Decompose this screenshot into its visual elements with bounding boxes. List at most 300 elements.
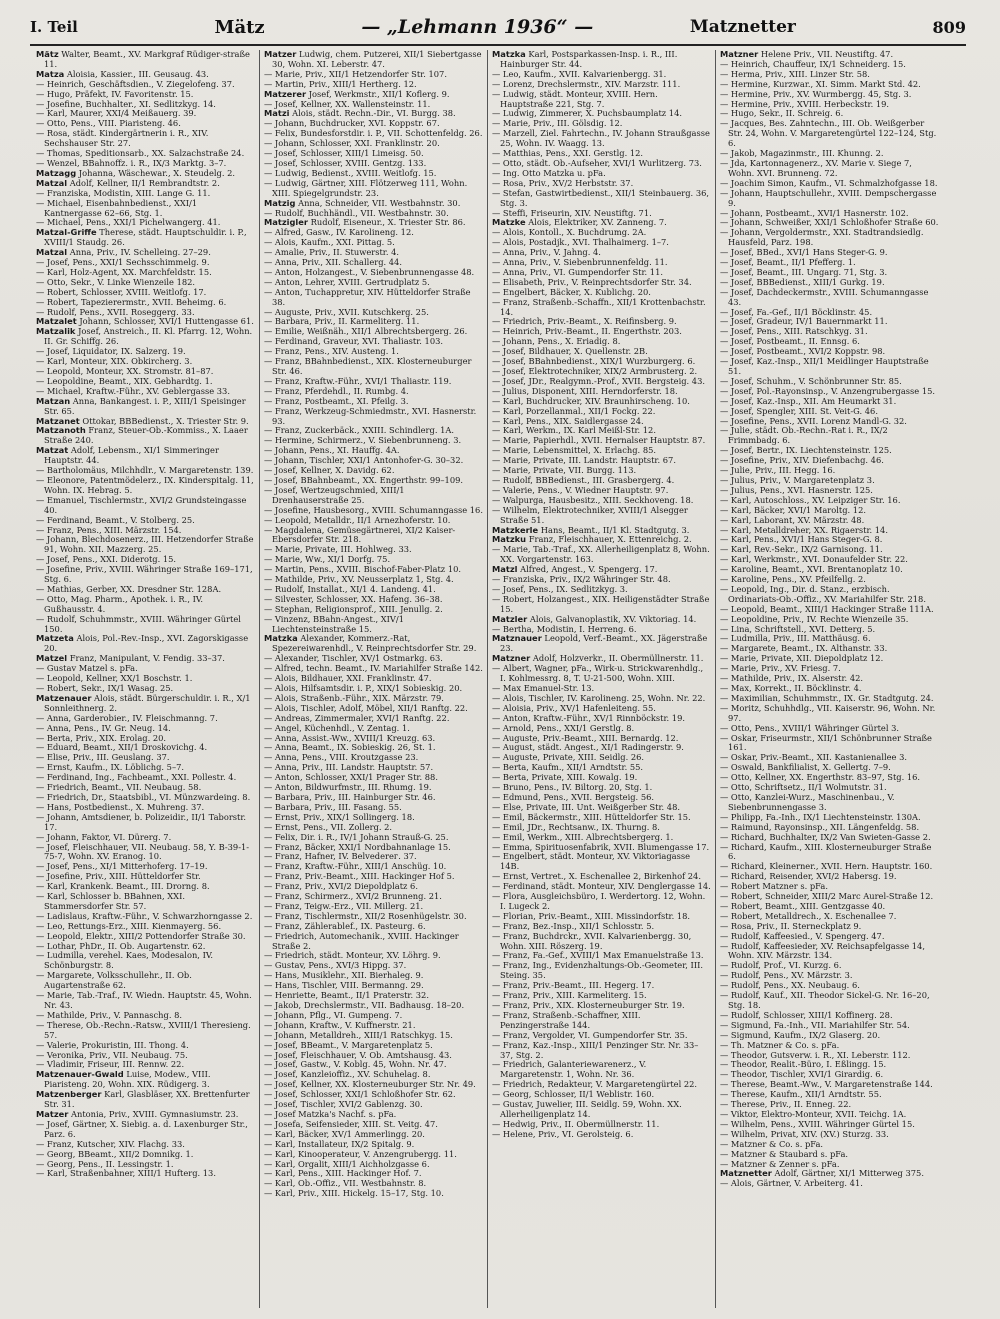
entry-text: — Julius, Pens., XVI. Hasnerstr. 125. — [720, 484, 873, 495]
entry-text: — Johann, Schweißer, XXI/1 Schloßhofer Straße 60. — [720, 217, 939, 228]
entry-text: — Josef, Schlosser, XIII/1 Limeisg. 50. — [264, 148, 424, 159]
entry-text: — Oskar, Priv.-Beamt., XII. Kastanienallee 3. — [720, 752, 908, 763]
entry-text: — Marie, Priv., XII/1 Hetzendorfer Str. 107. — [264, 68, 447, 79]
entry-text: — Karl, Pens., XVI/1 Hans Steger-G. 8. — [720, 534, 883, 545]
header-rule — [30, 44, 966, 46]
entry-text: Walter, Beamt., XV. Markgraf Rüdiger-straße 11. — [44, 50, 250, 69]
entry-text: — Otto, Sekr., V. Linke Wienzeile 182. — [36, 276, 196, 287]
directory-entry — [36, 634, 255, 654]
entry-text: — Anton, Tuchappretur, XIV. Hütteldorfer Straße 38. — [264, 286, 471, 307]
entry-text: — Franziska, Modistin, XIII. Lange G. 11. — [36, 187, 211, 198]
entry-surname: Matzi — [264, 108, 290, 119]
directory-entry — [264, 357, 483, 377]
entry-text: — Rosa, Priv., XV/2 Herbststr. 37. — [492, 177, 634, 188]
entry-text: — Engelbert, Bäcker, X. Kublichg. 20. — [492, 286, 651, 297]
entry-text: — Robert, Holzangest., XIX. Heiligenstädter Straße 15. — [492, 593, 710, 614]
entry-text: — Thomas, Speditionsarb., XX. Salzachstraße 24. — [36, 148, 245, 159]
directory-entry — [264, 1189, 483, 1199]
entry-text: — Franz, Straßenb.-Schaffn., XII/1 Krottenbachstr. 14. — [492, 296, 706, 317]
entry-text: — Anna, Priv., XII. Schallerg. 44. — [264, 257, 402, 268]
entry-text: — Anna, Pens., IV. Gr. Neug. 14. — [36, 722, 171, 733]
entry-surname: Matzer — [36, 1108, 69, 1119]
entry-text: — Franz, Buchdrckr., XVII. Kalvarienbergg. 30, Wohn. XIII. Röszerg. 19. — [492, 930, 692, 951]
entry-text: — Johann, Vergoldermstr., XXI. Stadtrandsiedlg. Hausfeld, Parz. 198. — [720, 227, 924, 248]
entry-text: — Marie, Private, III. Landstr. Hauptstr. 67. — [492, 455, 676, 466]
directory-entry — [492, 298, 711, 318]
entry-text: — Josefa, Seifensieder, XIII. St. Veitg. 47. — [264, 1118, 438, 1129]
entry-text: — Rudolf, Pens., XX. Neubaug. 6. — [720, 980, 860, 991]
directory-entry — [36, 129, 255, 149]
entry-text: — Josef, Kellner, XX. Klosterneuburger Str. Nr. 49. — [264, 1079, 476, 1090]
entry-text: — Heinrich, Priv.-Beamt., II. Engerthstr. 203. — [492, 326, 682, 337]
entry-text: — Wenzel, BBahnoffz. i. R., IX/3 Marktg. 3–7. — [36, 157, 227, 168]
entry-text: — Oswald, Bankfilialist, X. Gellertg. 7–9. — [720, 762, 891, 773]
entry-text: — Heinrich, Chauffeur, IX/1 Schneiderg. 15. — [720, 58, 906, 69]
entry-text: — Herma, Priv., XIII. Linzer Str. 58. — [720, 68, 870, 79]
directory-entry — [720, 1179, 940, 1189]
directory-entry — [36, 813, 255, 833]
entry-surname: Matzan — [36, 395, 71, 406]
directory-entry — [36, 595, 255, 615]
entry-text: — Otto, Pens., XVIII/1 Währinger Gürtel 3. — [720, 722, 900, 733]
entry-text: — Karl, Schlosser b. BBahnen, XXI. Stammersdorfer Str. 57. — [36, 891, 185, 911]
entry-text: Alexander, Kommerz.-Rat, Spezereiwarenhdl., V. Reinprechtsdorfer Str. 29. — [272, 633, 477, 654]
entry-text: — Hans, Postbedienst., X. Muhreng. 37. — [36, 801, 205, 812]
entry-surname: Matzer — [264, 50, 297, 59]
entry-text: — Josef, BBBedienst., XIII/1 Gurkg. 19. — [720, 276, 885, 287]
entry-text: — Franz, Bez.-Insp., XII/1 Schlosstr. 5. — [492, 920, 655, 931]
entry-text: Rudolf, Eiseneur., X. Triester Str. 86. — [308, 217, 466, 228]
entry-text: — Josefine, Priv., XVIII. Währinger Straße 169–171, Stg. 6. — [36, 564, 253, 585]
entry-text: — Rosa, städt. Kindergärtnerin i. R., XIV. Sechshauser Str. 27. — [36, 128, 209, 149]
entry-text: Franz, Steuer-Ob.-Kommiss., X. Laaer Straße 240. — [44, 425, 248, 446]
page-header — [30, 14, 966, 40]
entry-text: — Johann, Postbeamt., XVI/1 Hasnerstr. 102. — [720, 207, 909, 218]
directory-entry — [720, 189, 940, 209]
entry-text: — Alois, Tischler, Adolf, Möbel, XII/1 Ranftg. 22. — [264, 702, 468, 713]
entry-text: — Steffi, Friseurin, XIV. Neustiftg. 71. — [492, 207, 652, 218]
entry-text: — Marie, Tab.-Traf., XX. Allerheiligenplatz 8, Wohn. XX. Vorgartenstr. 163. — [492, 544, 710, 565]
entry-text: Anna, Priv., IV. Schelleing. 27–29. — [67, 247, 211, 258]
entry-surname: Matzalet — [36, 316, 77, 327]
entry-text: — Josef, BBeamt., V. Margaretenplatz 5. — [264, 1039, 433, 1050]
entry-text: — Johann, Kraftw., V. Kuffnerstr. 21. — [264, 1019, 416, 1030]
entry-text: — Valerie, Prokuristin, III. Thong. 4. — [36, 1039, 189, 1050]
directory-entry — [36, 446, 255, 466]
entry-surname: Matza — [36, 68, 65, 79]
entry-text: — Karl, Monteur, XIX. Obkircherg. 3. — [36, 356, 193, 367]
entry-text: — Marie, Lebensmittel, X. Erlachg. 85. — [492, 445, 657, 456]
entry-text: — Leo, Rettungs-Erz., XIII. Kienmayerg. 56. — [36, 920, 222, 931]
entry-text: Franz, Manipulant, V. Fendig. 33–37. — [67, 653, 225, 664]
entry-text: — Karl, Priv., XIII. Hickelg. 15–17, Stg. 10. — [264, 1188, 444, 1199]
directory-entry — [36, 892, 255, 912]
directory-entry — [720, 119, 940, 149]
entry-text: — Otto, Kellner, XX. Engerthstr. 83–97, Stg. 16. — [720, 772, 921, 783]
entry-text: Adolf, Holzverkr., II. Obermüllnerstr. 11. — [530, 653, 704, 664]
directory-entry — [492, 595, 711, 615]
directory-entry — [492, 961, 711, 981]
entry-text: — Josef, JDr., Realgymn.-Prof., XVII. Bergsteig. 43. — [492, 375, 706, 386]
entry-text: — Josef, Gradeur, IV/1 Bauernmarkt 11. — [720, 316, 888, 327]
entry-text: Adolf, Gärtner, XI/1 Mitterweg 375. — [771, 1168, 924, 1179]
entry-text: Alois, Elektriker, XV. Zanneng. 7. — [525, 217, 667, 228]
directory-entry — [36, 951, 255, 971]
entry-text: — Mathilde, Priv., V. Pannaschg. 8. — [36, 1009, 183, 1020]
entry-text: — Max, Korrekt., II. Böcklinstr. 4. — [720, 683, 862, 693]
entry-text: — Franz, Vergolder, VI. Gumpendorfer Str. 35. — [492, 1029, 688, 1040]
directory-entry — [264, 526, 483, 546]
entry-text: — Leopold, Metalldr., II/1 Arnezhoferstr. 10. — [264, 514, 451, 525]
directory-entry — [36, 991, 255, 1011]
entry-text: — Alois, Gärtner, V. Arbeiterg. 41. — [720, 1178, 863, 1189]
entry-surname: Matznauer — [492, 633, 542, 644]
entry-text: — Robert, Sekr., IX/1 Wasag. 25. — [36, 683, 174, 693]
entry-text: — Richard, Kleinerner., XVII. Hern. Hauptstr. 160. — [720, 861, 933, 872]
directory-entry — [720, 942, 940, 962]
entry-text: — Josefine, Hausbesorg., XVIII. Schumanngasse 16. — [264, 504, 483, 515]
entry-text: — Mathilde, Priv., IX. Alserstr. 42. — [720, 673, 864, 684]
entry-text: — Rudolf, Pens., XV. Märzstr. 3. — [720, 970, 853, 981]
entry-text: — Emil, Bäckermstr., XIII. Hütteldorfer Str. 15. — [492, 811, 691, 822]
entry-text: Therese, städt. Hauptschuldir. i. P., XVIII/1 Staudg. 26. — [44, 227, 247, 248]
entry-text: — Hermine, Priv., XV. Wurmbergg. 45, Stg. 3. — [720, 88, 912, 99]
entry-text: — Therese, Priv., II. Enneg. 22. — [720, 1099, 852, 1110]
entry-text: — Alois, Kaufm., XXI. Pittag. 5. — [264, 237, 395, 248]
directory-entry — [36, 476, 255, 496]
entry-text: — Robert, Metalldrech., X. Eschenallee 7. — [720, 910, 897, 921]
entry-text: — Johann, Amtsdiener, b. Polizeidir., II/1 Taborstr. 17. — [36, 811, 247, 832]
entry-text: — Theodor, Realit.-Büro, I. Eßlingg. 15. — [720, 1059, 887, 1070]
directory-entry — [36, 971, 255, 991]
directory-entry — [264, 932, 483, 952]
entry-text: — Karl, Holz-Agent, XX. Marchfeldstr. 15. — [36, 266, 212, 277]
entry-text: — Otto, Mag. Pharm., Apothek. i. R., IV. Gußhausstr. 4. — [36, 593, 204, 614]
entry-text: — Oskar, Friseurmstr., XII/1 Schönbrunner Straße 161. — [720, 732, 932, 753]
directory-entry — [720, 228, 940, 248]
entry-text: — Franz, Kaz.-Insp., XIII/1 Penzinger Str. Nr. 33–37, Stg. 2. — [492, 1039, 699, 1060]
entry-text: — Josef, Kaz.-Insp., XII. Am Heumarkt 31. — [720, 395, 897, 406]
entry-text: — Alois, Postadjk., XVI. Thalhaimerg. 1–7. — [492, 237, 669, 248]
entry-text: — Franz, Pens., XIV. Austeng. 1. — [264, 346, 399, 357]
entry-text: — Georg, Pens., II. Lessingstr. 1. — [36, 1158, 174, 1169]
column-3 — [488, 50, 716, 1308]
entry-text: — Ladislaus, Kraftw.-Führ., V. Schwarzhorngasse 2. — [36, 910, 253, 921]
entry-text: — Valerie, Pens., V. Wiedner Hauptstr. 97. — [492, 484, 669, 495]
entry-text: — Leopold, Kellner, XX/1 Boschstr. 1. — [36, 673, 193, 684]
entry-surname: Matzenauer-Gwald — [36, 1069, 124, 1080]
page-number: 809 — [932, 17, 966, 37]
entry-text: — Karl, Installateur, IX/2 Spitalg. 9. — [264, 1138, 415, 1149]
entry-text: — Hugo, Sekr., II. Schreig. 6. — [720, 108, 844, 119]
entry-text: — Karl, Pens., XIX. Saidlergasse 24. — [492, 415, 644, 426]
entry-text: — Johann, Pflg., VI. Gumpeng. 7. — [264, 1009, 403, 1020]
entry-surname: Matzagg — [36, 167, 77, 178]
column-1 — [32, 50, 260, 1308]
entry-text: — Alois, Bildhauer, XXI. Franklinstr. 47. — [264, 673, 432, 684]
entry-text: — Engelbert, städt. Monteur, XV. Viktoriagasse 14B. — [492, 851, 691, 872]
entry-text: — Leo, Kaufm., XVII. Kalvarienbergg. 31. — [492, 68, 667, 79]
entry-text: — Helene, Priv., VI. Gerolsteig. 6. — [492, 1128, 634, 1139]
entry-text: — Elise, Priv., III. Geuslang. 37. — [36, 752, 170, 763]
entry-text: Ludwig, chem. Putzerei, XII/1 Siebertgasse 30, Wohn. XI. Leberstr. 47. — [272, 50, 482, 69]
entry-surname: Matzal — [36, 177, 68, 188]
entry-text: — Michael, Eisenbahnbedienst., XXI/1 Kantnergasse 62–66, Stg. 1. — [36, 197, 198, 218]
entry-text: — Barbara, Priv., III. Fasang. 55. — [264, 801, 402, 812]
entry-text: — Karl, Porzellanmal., XII/1 Fockg. 22. — [492, 405, 656, 416]
entry-text: Alois, Galvanoplastik, XV. Viktoriag. 14. — [527, 613, 697, 624]
directory-entry — [720, 357, 940, 377]
entry-text: — Friedrich, städt. Monteur, XV. Löhrg. 9. — [264, 950, 441, 961]
directory-entry — [36, 50, 255, 70]
entry-text: — Auguste, Priv.-Beamt., XIII. Bernardg. 12. — [492, 732, 679, 743]
entry-text: — Vladimir, Friseur, III. Rennw. 22. — [36, 1059, 185, 1070]
entry-text: — Franz, Kraftw.-Führ., XVI/1 Thaliastr. 119. — [264, 375, 452, 386]
entry-text: — Leopoldine, Beamt., XIX. Gebhardtg. 1. — [36, 375, 213, 386]
entry-text: — Karl, Rev.-Sekr., IX/2 Garnisong. 11. — [720, 544, 883, 555]
entry-text: — Jakob, Magazinmstr., III. Khunng. 2. — [720, 148, 884, 159]
entry-text: — Anna, Priv., III. Landstr. Hauptstr. 57. — [264, 762, 434, 773]
entry-surname: Matzner — [720, 50, 759, 59]
entry-surname: Matzeta — [36, 633, 74, 644]
entry-text: — Josef, Pens., XI/1 Mitterhoferg. 17–19. — [36, 861, 208, 872]
entry-text: — Hermine, Priv., XVIII. Herbeckstr. 19. — [720, 98, 890, 109]
entry-text: — Rudolf, Kaffeesied., V. Spengerg. 47. — [720, 930, 885, 941]
entry-text: — Leopold, Beamt., XIII/1 Hackinger Straße 111A. — [720, 603, 934, 614]
entry-text: — Anna, Priv., V. Jahng. 4. — [492, 247, 601, 258]
entry-text: — Stephan, Religionsprof., XIII. Jenullg. 2. — [264, 603, 443, 614]
entry-text: — Karl, Orgalit, XIII/1 Aichholzgasse 6. — [264, 1158, 430, 1169]
entry-surname: Matzenauer — [36, 692, 92, 703]
entry-text: — Maximilian, Schuhmmstr., IX. Gr. Stadtgutg. 24. — [720, 692, 934, 703]
entry-text: — Anna, Assist.-Ww., XVIII/1 Kreuzg. 63. — [264, 732, 436, 743]
entry-text: — Marie, Private, III. Hohlweg. 33. — [264, 544, 412, 555]
entry-text: — Bruno, Pens., IV. Biltorg. 20, Stg. 1. — [492, 782, 653, 793]
directory-entry — [492, 664, 711, 684]
entry-text: — Mathias, Gerber, XX. Dresdner Str. 128A. — [36, 583, 222, 594]
entry-text: — Rudolf, Pens., XVII. Roseggerg. 33. — [36, 306, 195, 317]
directory-entry — [36, 397, 255, 417]
directory-entry — [492, 129, 711, 149]
entry-text: — Josefine, Priv., XIII. Hütteldorfer Str. — [36, 871, 201, 882]
directory-entry — [720, 991, 940, 1011]
entry-text: — Josefine, Pens., XVII. Lorenz Mandl-G. 32. — [720, 415, 907, 426]
entry-surname: Matzig — [264, 197, 296, 208]
entry-surname: Matzka — [492, 50, 526, 59]
directory-entry — [720, 159, 940, 179]
entry-text: — Ferdinand, Graveur, XVI. Thaliastr. 103. — [264, 336, 444, 347]
entry-text: — Johann, Blechdosenerz., III. Hetzendorfer Straße 91, Wohn. XII. Mazzerg. 25. — [36, 534, 254, 555]
entry-text: Adolf, Lebensm., XI/1 Simmeringer Hauptstr. 44. — [44, 445, 219, 466]
entry-text: — Josef, Spengler, XIII. St. Veit-G. 46. — [720, 405, 878, 416]
entry-text: — Friedrich, Galanteriewarenerz., V. Margaretenstr. 1, Wohn. Nr. 36. — [492, 1059, 647, 1080]
entry-text: — Franz, Pferdehdl., II. Rumbg. 4. — [264, 385, 409, 396]
entry-surname: Matzenberger — [36, 1089, 102, 1100]
entry-text: — Anton, Kraftw.-Führ., XV/1 Rinnböckstr. 19. — [492, 712, 685, 723]
directory-entry — [492, 932, 711, 952]
entry-text: — Vinzenz, BBahn-Angest., XIV/1 Liechtensteinstraße 15. — [264, 613, 404, 634]
entry-text: — Alois, Kontoll., X. Buchdrumg. 2A. — [492, 227, 647, 238]
entry-text: — Matthias, Pens., XXI. Gerstlg. 12. — [492, 148, 644, 159]
entry-columns — [32, 50, 968, 1308]
entry-text: — Ernst, Vertret., X. Eschenallee 2, Birkenhof 24. — [492, 871, 701, 882]
directory-entry — [36, 199, 255, 219]
entry-text: — Matzner & Co. s. pFa. — [720, 1138, 824, 1149]
entry-surname: Matzal-Griffe — [36, 227, 97, 238]
directory-entry — [720, 843, 940, 863]
entry-text: — Marie, Private, XII. Diepoldplatz 12. — [720, 653, 884, 664]
entry-text: Johann, Schlosser, XVI/1 Huttengasse 61. — [76, 316, 254, 327]
entry-text: — Franz, Kutscher, XIV. Flachg. 33. — [36, 1138, 185, 1149]
entry-text: — Bartholomäus, Milchhdlr., V. Margaretenstr. 139. — [36, 465, 254, 476]
entry-text: — Josef, Kanzleioffiz., XV. Schuhelag. 8. — [264, 1069, 431, 1080]
directory-entry — [720, 793, 940, 813]
entry-text: — Therese, Beamt.-Ww., V. Margaretenstraße 144. — [720, 1079, 933, 1090]
directory-entry — [36, 565, 255, 585]
entry-text: — Moritz, Schuhhdlg., VII. Kaiserstr. 96, Wohn. Nr. 97. — [720, 702, 936, 723]
directory-entry — [36, 1120, 255, 1140]
entry-text: — Franz, Kraftw.-Führ., XIII/1 Anschüg. 10. — [264, 861, 447, 872]
entry-text: — Joachim Simon, Kaufm., VI. Schmalzhofgasse 18. — [720, 177, 938, 188]
entry-text: — Johann, Pens., XI. Hauffg. 4A. — [264, 445, 400, 456]
entry-text: — Ernst, Kaufm., IX. Löblichg. 5–7. — [36, 762, 185, 773]
entry-surname: Matzerer — [264, 88, 307, 99]
entry-text: Alois, Pol.-Rev.-Insp., XVI. Zagorskigasse 20. — [44, 633, 249, 654]
entry-text: — Ludwig, Zimmerer, X. Puchsbaumplatz 14. — [492, 108, 682, 119]
entry-surname: Matzka — [264, 633, 298, 644]
entry-text: — Silvester, Schlosser, XX. Hafeng. 36–38. — [264, 593, 443, 604]
entry-text: — Richard, Buchhalter, IX/2 Van Swieten-Gasse 2. — [720, 831, 931, 842]
entry-text: — Josef, Pens., XXI/1 Sechsschimmelg. 9. — [36, 257, 210, 268]
directory-entry — [36, 694, 255, 714]
entry-text: — Gustav, Pens., XVI/3 Hippg. 37. — [264, 960, 407, 971]
entry-text: — Marie, Priv., XV. Friesg. 7. — [720, 663, 841, 674]
entry-text: — Flora, Ausgleichsbüro, I. Werdertorg. 12, Wohn. I. Lugeck 2. — [492, 891, 706, 911]
entry-text: — Karl, Buchdrucker, XIV. Braunhirschеng. 10. — [492, 395, 690, 406]
directory-entry — [492, 1130, 711, 1140]
entry-text: — Wilhelm, Pens., XVIII. Währinger Gürtel 15. — [720, 1118, 915, 1129]
entry-text: — Hedwig, Priv., II. Obermüllnerstr. 11. — [492, 1118, 660, 1129]
entry-text: — Josef, BBahnbedienst., XIX/1 Wurzburgerg. 6. — [492, 356, 696, 367]
entry-text: — Eleonore, Patentmödelerz., IX. Kinderspitalg. 11, Wohn. IX. Hebrag. 5. — [36, 474, 254, 495]
directory-entry — [36, 1090, 255, 1110]
entry-text: — Josef, Schuhm., V. Schönbrunner Str. 85. — [720, 375, 902, 386]
entry-surname: Matzigler — [264, 217, 308, 228]
entry-text: — Karl, Ob.-Offiz., VII. Westbahnstr. 8. — [264, 1178, 427, 1189]
entry-text: — Robert, Tapezierermstr., XVII. Beheimg. 6. — [36, 296, 227, 307]
entry-text: — Julius, Priv., V. Margaretenplatz 3. — [720, 474, 875, 485]
entry-text: — Margarete, Volksschullehr., II. Ob. Augartenstraße 62. — [36, 970, 192, 991]
entry-text: — Gustav Matzel s. pFa. — [36, 663, 138, 674]
entry-text: — Marie, Private, VII. Burgg. 113. — [492, 465, 637, 476]
entry-text: — Josef, Bildhauer, X. Quellenstr. 2B. — [492, 346, 648, 357]
entry-text: — Gustav, Juwelier, III. Seidlg. 59, Wohn. XX. Allerheiligenplatz 14. — [492, 1099, 682, 1119]
entry-text: — Jakob, Drechslermstr., VII. Badhausg. 18–20. — [264, 1000, 465, 1010]
entry-text: — Bertha, Modistin, I. Herreng. 6. — [492, 623, 637, 634]
entry-text: — Julie, städt. Ob.-Rechn.-Rat i. R., IX/2 Frimmbadg. 6. — [720, 425, 888, 446]
entry-text: — Philipp, Fa.-Inh., IX/1 Liechtensteinstr. 130A. — [720, 811, 921, 822]
entry-text: — Johann, Pens., X. Eriadig. 8. — [492, 336, 621, 347]
entry-text: — Ludwig, Bedienst., XVIII. Weitlofg. 15. — [264, 167, 437, 178]
entry-text: — Anna, Priv., VI. Gumpendorfer Str. 11. — [492, 266, 663, 277]
directory-entry — [36, 535, 255, 555]
entry-surname: Matzalik — [36, 326, 76, 337]
entry-text: — Otto, städt. Ob.-Aufseher, XVI/1 Wurlitzerg. 73. — [492, 157, 702, 168]
entry-text: — Friedrich, Dr., Staatsbibl., VI. Münzwardeing. 8. — [36, 791, 251, 802]
entry-text: — Franz, Schirmerz., XVI/2 Brunneng. 21. — [264, 891, 442, 902]
entry-text: — Friedrich, Priv.-Beamt., X. Reifinsberg. 9. — [492, 316, 677, 327]
entry-text: Alois, städt. Bürgerschuldir. i. R., X/1 Sonnleithnerg. 2. — [44, 692, 251, 713]
entry-text: — Otto, Kanzlei-Wurz., Maschinenbau., V. Siebenbrunnengasse 3. — [720, 791, 895, 812]
entry-text: — Johann, Faktor, VI. Dürerg. 7. — [36, 831, 172, 842]
directory-entry — [264, 50, 483, 70]
entry-text: — Otto, Pens., VIII. Piaristeng. 46. — [36, 118, 181, 129]
entry-text: Karl, Postsparkassen-Insp. i. R., III. Hainburger Str. 44. — [500, 50, 678, 69]
entry-text: — Robert, Schlosser, XVIII. Weitlofg. 17. — [36, 286, 207, 297]
entry-text: — Richard, Kaufm., XIII. Klosterneuburger Straße 6. — [720, 841, 932, 862]
entry-text: — Josef, Dachdeckermstr., XVIII. Schumanngasse 43. — [720, 286, 929, 307]
directory-entry — [492, 506, 711, 526]
entry-surname: Matzel — [36, 653, 68, 664]
directory-entry — [492, 90, 711, 110]
entry-text: Anna, Bankangest. i. P., XIII/1 Speisinger Str. 65. — [44, 395, 246, 416]
entry-text: — Stefan, Gastwirtbedienst., XII/1 Steinbauerg. 36, Stg. 3. — [492, 187, 710, 208]
entry-text: — Hans, Tischler, VIII. Bermanng. 29. — [264, 980, 424, 991]
entry-surname: Mätz — [36, 50, 59, 59]
directory-entry — [36, 1021, 255, 1041]
entry-text: — Therese, Ob.-Rechn.-Ratsw., XVIII/1 Theresieng. 57. — [36, 1019, 251, 1040]
entry-text: — Anna, Priv., V. Siebenbrunnenfeldg. 11. — [492, 257, 668, 268]
entry-text: — Karl, Werkm., IX. Karl Meißl-Str. 12. — [492, 425, 656, 436]
section-label: I. Teil — [30, 18, 78, 36]
entry-text: — Leopold, Monteur, XX. Stromstr. 81–87. — [36, 366, 214, 376]
column-2 — [260, 50, 488, 1308]
directory-entry — [720, 704, 940, 724]
entry-text: — Josef, Schlosser, XVIII. Gentzg. 133. — [264, 157, 427, 168]
column-4 — [716, 50, 944, 1308]
directory-entry — [492, 545, 711, 565]
entry-text: — Franz, Ing., Evidenzhaltungs-Ob.-Geometer, III. Steing. 35. — [492, 960, 704, 981]
entry-text: — Julie, Priv., III. Hegg. 16. — [720, 465, 836, 476]
entry-text: — Theodor, Gutsverw. i. R., XI. Leberstr. 112. — [720, 1049, 911, 1060]
entry-text: — Franz, Fa.-Gef., XVIII/1 Max Emanuelstraße 13. — [492, 950, 704, 961]
entry-text: — Emma, Spirituosenfabrik, XVII. Blumengasse 17. — [492, 841, 710, 852]
entry-text: — Max Emanuel-Str. 13. — [492, 683, 595, 693]
entry-text: Aloisia, Kassier., III. Geusaug. 43. — [64, 68, 209, 79]
entry-text: — Andreas, Zimmermaler, XVI/1 Ranftg. 22. — [264, 712, 450, 723]
entry-surname: Matzanet — [36, 415, 80, 426]
directory-entry — [36, 426, 255, 446]
entry-surname: Matzanoth — [36, 425, 86, 436]
entry-text: — Josef, Gärtner, X. Siebig. a. d. Laxenburger Str., Parz. 6. — [36, 1118, 248, 1139]
entry-text: — Felix, Bundesforstdir. i. P., VII. Schottenfeldg. 26. — [264, 128, 483, 139]
entry-text: — Martin, Priv., XIII/1 Hertherg. 12. — [264, 78, 417, 89]
entry-text: — Franz, Pens., XIII. Märzstr. 154. — [36, 524, 182, 535]
entry-text: — Robert, Beamt., XIII. Gentzgasse 40. — [720, 900, 886, 911]
directory-entry — [492, 1041, 711, 1061]
entry-text: — Josef, Fleischhauer, VII. Neubaug. 58, Y. B-39-1-75-7, Wohn. XV. Eranog. 10. — [36, 841, 250, 862]
entry-text: Franz, Fleischhauer, X. Ettenreichg. 2. — [526, 534, 692, 545]
entry-text: — Emil, Werkm., XIII. Albrechtsbergerg. 1. — [492, 831, 674, 842]
entry-surname: Matzl — [492, 564, 518, 575]
entry-text: — Barbara, Priv., II. Karmeliterg. 11. — [264, 316, 420, 327]
entry-text: — Else, Private, III. Unt. Weißgerber Str. 48. — [492, 801, 681, 812]
entry-text: — Wilhelm, Elektrotechniker, XVIII/1 Alsegger Straße 51. — [492, 504, 688, 525]
entry-text: — Franz, Priv.-Beamt., III. Hegerg. 17. — [492, 980, 655, 991]
entry-text: — Elisabeth, Priv., V. Reinprechtsdorfer Str. 34. — [492, 276, 692, 287]
entry-text: — Lina, Schriftstell., XVI. Detterg. 5. — [720, 623, 876, 634]
entry-text: — Raimund, Rayonsinsp., XII. Längenfeldg. 58. — [720, 821, 920, 832]
